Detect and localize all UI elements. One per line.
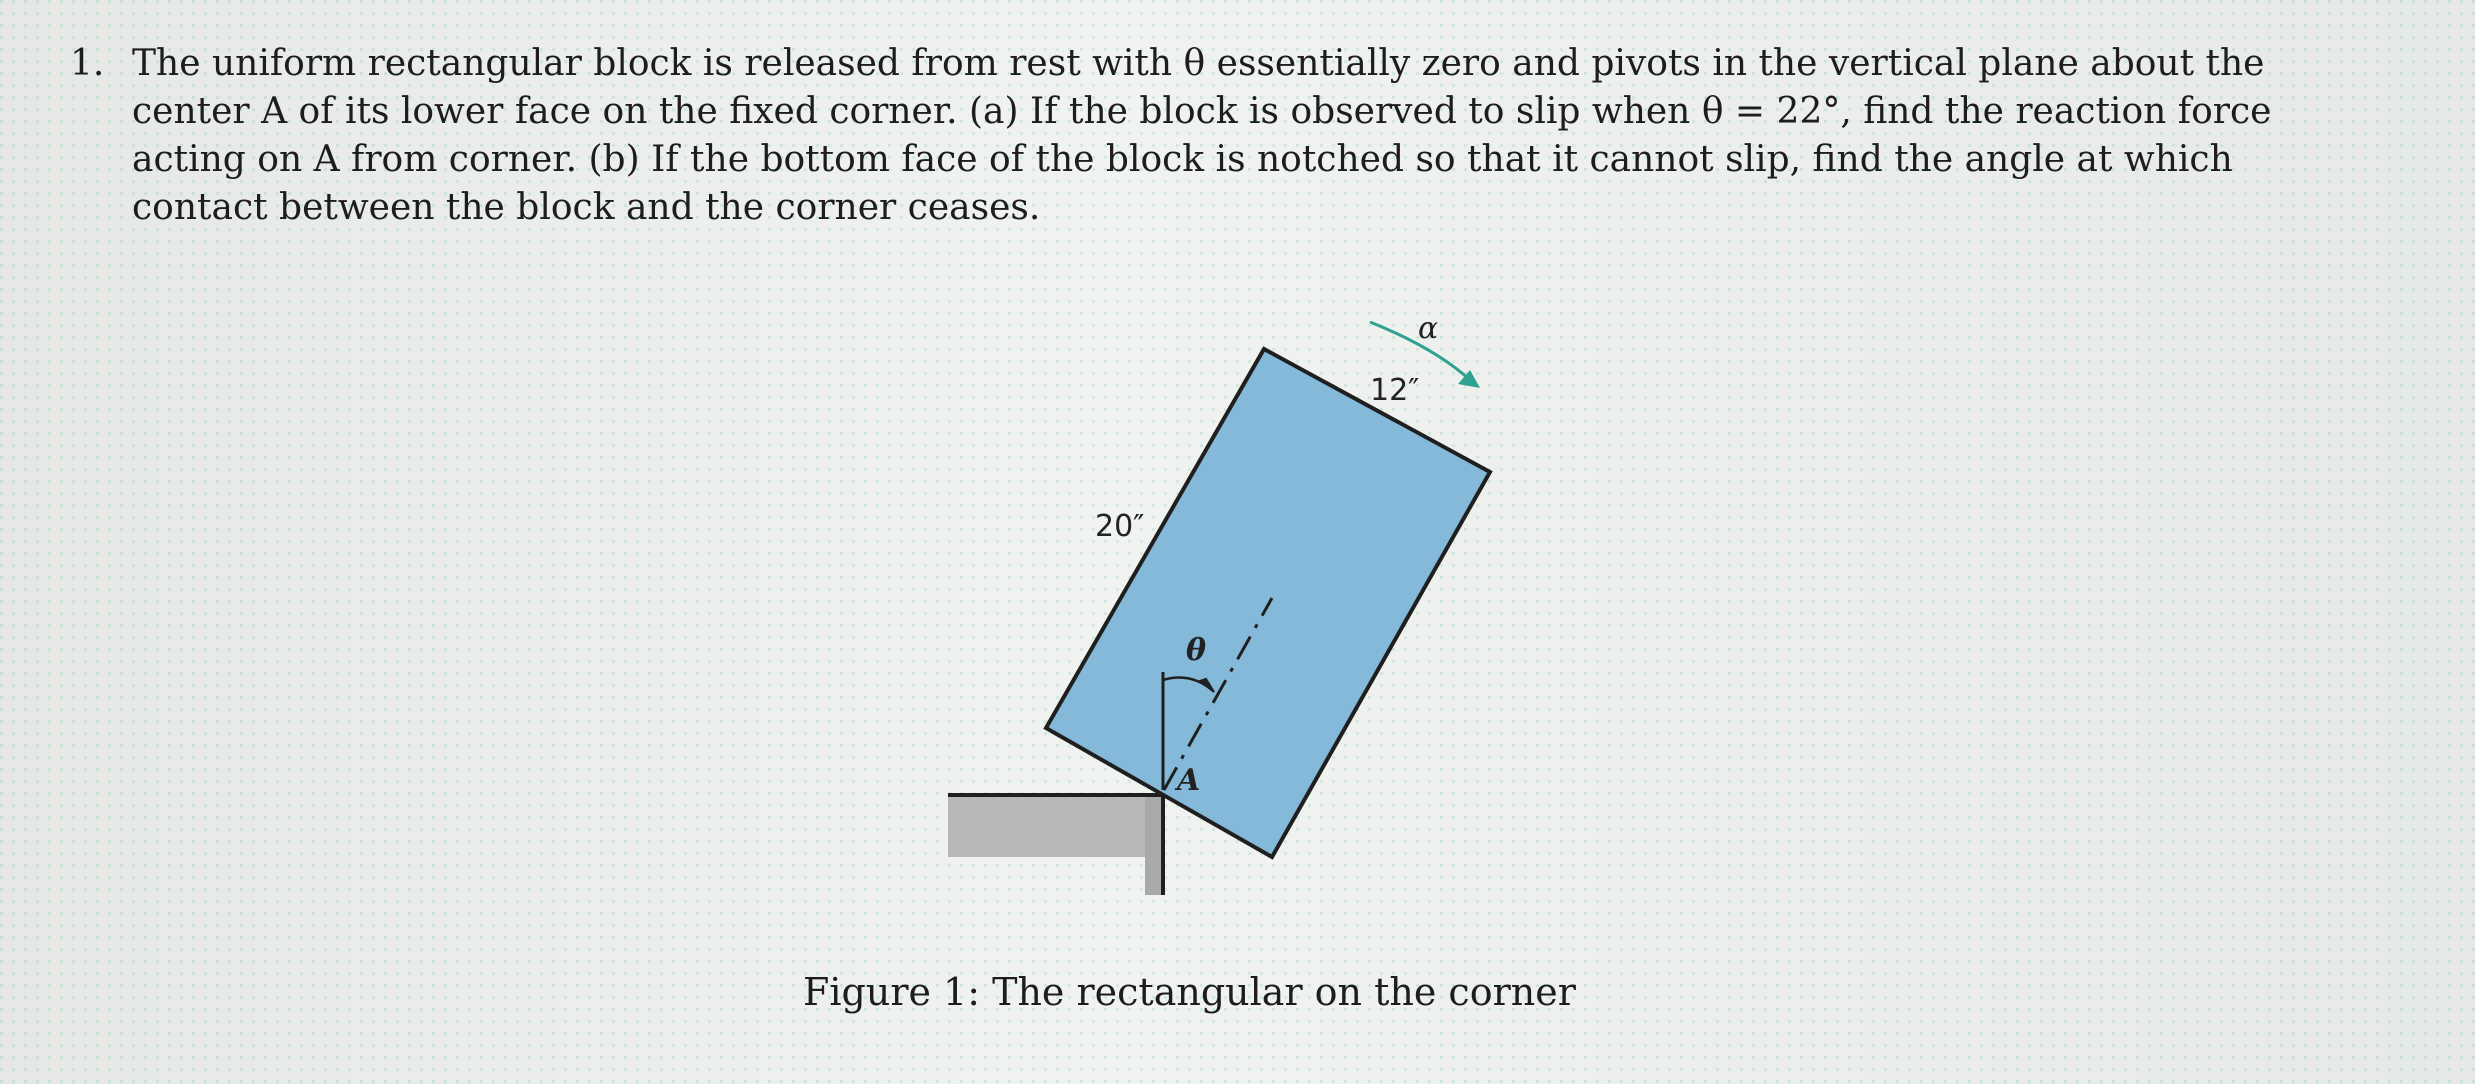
problem-line: contact between the block and the corner ceases.: [132, 187, 1041, 228]
width-dimension-label: 12″: [1370, 373, 1420, 408]
alpha-label: α: [1418, 311, 1439, 346]
pivot-label-a: A: [1177, 763, 1201, 798]
problem-number: 1.: [70, 43, 105, 84]
figure-caption: Figure 1: The rectangular on the corner: [803, 970, 1576, 1014]
corner-wall-shading: [1145, 795, 1163, 895]
corner-shading: [948, 795, 1163, 857]
problem-line: acting on A from corner. (b) If the bottom face of the block is notched so that it cannot slip, find the angle at which: [132, 139, 2233, 180]
problem-line: The uniform rectangular block is released from rest with θ essentially zero and pivots in the vertical plane about the: [132, 43, 2265, 84]
height-dimension-label: 20″: [1095, 509, 1145, 544]
problem-line: center A of its lower face on the fixed corner. (a) If the block is observed to slip when θ = 22°, find the reaction force: [132, 91, 2272, 132]
theta-label: θ: [1186, 633, 1207, 668]
fixed-corner: [948, 795, 1163, 895]
